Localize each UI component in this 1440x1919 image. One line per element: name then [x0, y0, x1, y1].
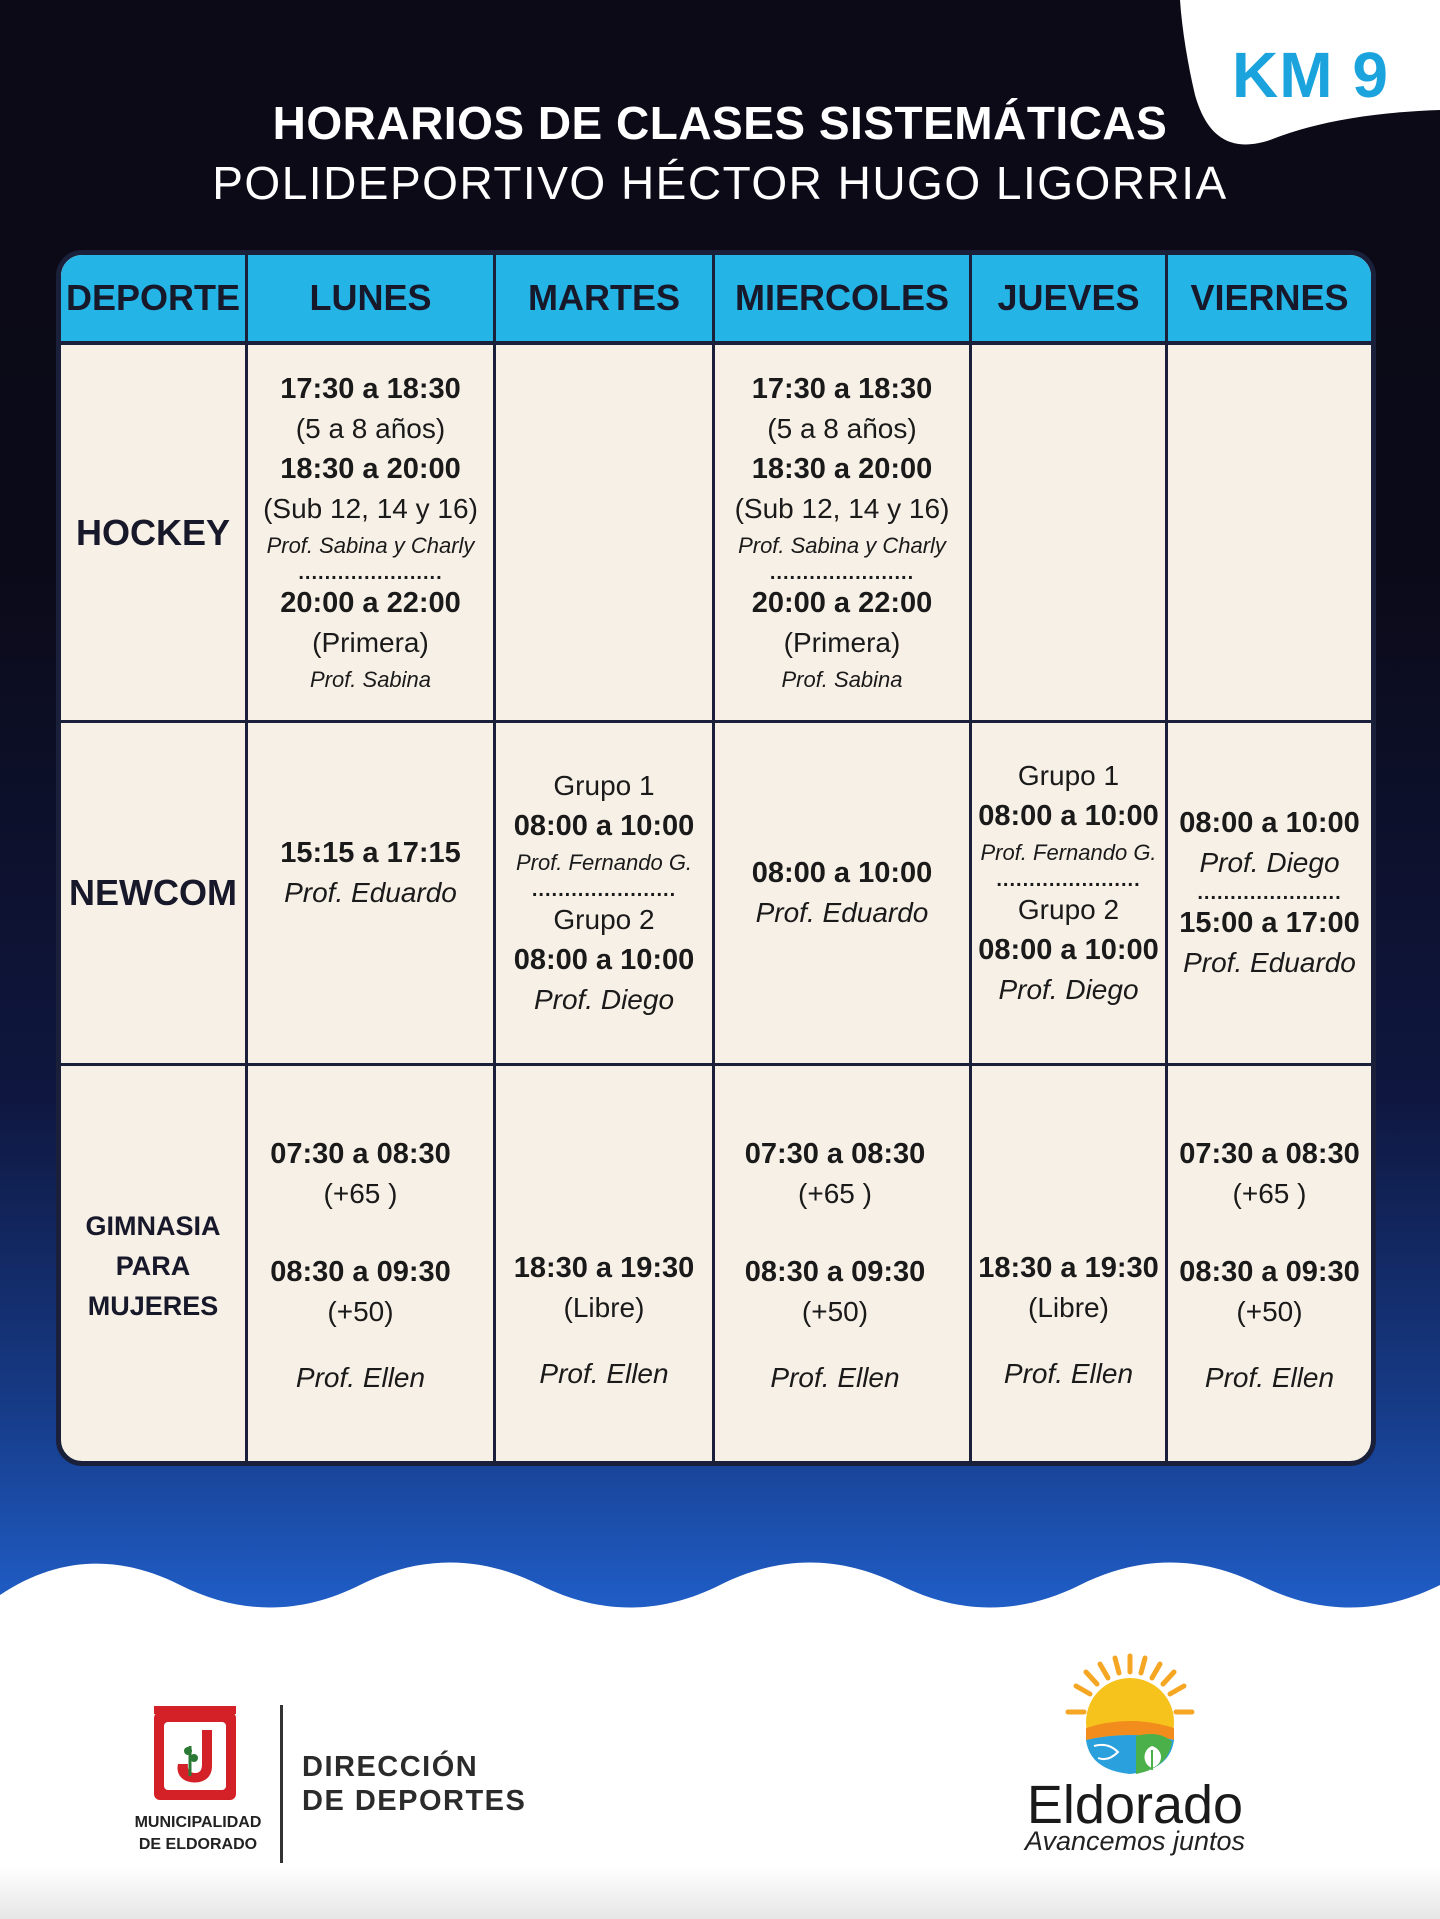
instructor: Prof. Sabina y Charly: [266, 532, 475, 558]
instructor: Prof. Eduardo: [755, 897, 929, 928]
time-slot: 07:30 a 08:30: [744, 1138, 926, 1170]
gimnasia-lunes-cell: [248, 1066, 473, 1466]
sport-cell-newcom: [61, 723, 245, 1063]
instructor: Prof. Eduardo: [284, 877, 457, 908]
age-group: (5 a 8 años): [295, 412, 446, 444]
newcom-miercoles-cell: [715, 723, 969, 1063]
age-group: (+65 ): [798, 1178, 872, 1209]
hockey-miercoles-cell: [715, 345, 969, 720]
age-group: (Sub 12, 14 y 16): [734, 492, 950, 524]
separator: ......................: [769, 561, 915, 584]
instructor: Prof. Ellen: [770, 1362, 900, 1393]
column-header-miercoles: MIERCOLES: [734, 277, 949, 318]
time-slot: 18:30 a 20:00: [280, 452, 461, 485]
sport-name: HOCKEY: [75, 511, 231, 553]
time-slot: 08:00 a 10:00: [1179, 807, 1360, 839]
gimnasia-miercoles-cell: [715, 1066, 955, 1466]
column-header-lunes: LUNES: [309, 277, 432, 318]
column-header-deporte: DEPORTE: [65, 277, 241, 318]
instructor: Prof. Ellen: [1003, 1358, 1134, 1389]
group-label: Grupo 1: [553, 770, 655, 801]
sport-cell-hockey: [61, 345, 245, 720]
column-header-jueves: JUEVES: [997, 277, 1140, 318]
age-group: (Primera): [783, 626, 901, 658]
time-slot: 08:30 a 09:30: [744, 1256, 926, 1288]
time-slot: 18:30 a 19:30: [513, 1252, 695, 1284]
time-slot: 08:00 a 10:00: [513, 810, 695, 842]
time-slot: 08:00 a 10:00: [513, 944, 695, 976]
separator: ......................: [1197, 882, 1342, 904]
time-slot: 07:30 a 08:30: [270, 1138, 451, 1170]
age-group: (Sub 12, 14 y 16): [263, 492, 478, 524]
instructor: Prof. Sabina: [781, 666, 903, 692]
direccion-line: DE DEPORTES: [302, 1785, 527, 1817]
sport-cell-gimnasia: [61, 1066, 245, 1466]
group-label: Grupo 2: [553, 904, 655, 935]
time-slot: 08:30 a 09:30: [1179, 1256, 1360, 1288]
column-header-martes: MARTES: [528, 277, 680, 318]
instructor: Prof. Ellen: [539, 1358, 669, 1389]
page-subtitle: POLIDEPORTIVO HÉCTOR HUGO LIGORRIA: [212, 157, 1228, 209]
age-group: (+50): [327, 1296, 394, 1327]
age-group: (+50): [801, 1296, 869, 1327]
age-group: (+65 ): [323, 1178, 398, 1209]
municipalidad-shield-logo: [150, 1706, 240, 1806]
gimnasia-jueves-cell: [972, 1066, 1165, 1466]
age-group: (Libre): [1028, 1292, 1109, 1323]
time-slot: 08:00 a 10:00: [978, 934, 1159, 966]
page-title: HORARIOS DE CLASES SISTEMÁTICAS: [272, 97, 1168, 149]
age-group: (Primera): [312, 626, 429, 658]
group-label: Grupo 1: [1017, 760, 1120, 791]
eldorado-sun-logo: [1060, 1650, 1200, 1780]
sport-name: MUJERES: [87, 1291, 219, 1321]
time-slot: 18:30 a 19:30: [978, 1252, 1159, 1284]
instructor: Prof. Eduardo: [1183, 947, 1356, 978]
age-group: (+50): [1236, 1296, 1303, 1327]
time-slot: 08:30 a 09:30: [270, 1256, 451, 1288]
brand-name: Eldorado: [1026, 1775, 1244, 1835]
column-header-viernes: VIERNES: [1190, 277, 1349, 318]
instructor: Prof. Fernando G.: [515, 850, 693, 875]
time-slot: 17:30 a 18:30: [751, 372, 933, 405]
km-label: KM 9: [1232, 39, 1389, 111]
footer-divider: [280, 1705, 283, 1863]
instructor: Prof. Sabina: [309, 666, 432, 692]
municipalidad-line: MUNICIPALIDAD: [134, 1814, 262, 1831]
municipalidad-line: DE ELDORADO: [138, 1836, 258, 1853]
schedule-table: [56, 250, 1376, 1466]
time-slot: 18:30 a 20:00: [751, 452, 933, 485]
newcom-viernes-cell: [1168, 723, 1371, 1063]
age-group: (5 a 8 años): [767, 412, 917, 444]
separator: ......................: [298, 561, 443, 584]
newcom-lunes-cell: [248, 723, 493, 1023]
group-label: Grupo 2: [1017, 894, 1120, 925]
instructor: Prof. Diego: [533, 984, 675, 1015]
instructor: Prof. Diego: [998, 974, 1139, 1005]
instructor: Prof. Sabina y Charly: [738, 532, 946, 558]
time-slot: 08:00 a 10:00: [978, 800, 1159, 832]
sport-name: NEWCOM: [69, 872, 237, 913]
time-slot: 17:30 a 18:30: [280, 372, 461, 405]
time-slot: 20:00 a 22:00: [751, 586, 933, 619]
age-group: (+65 ): [1232, 1178, 1307, 1209]
separator: ......................: [996, 869, 1141, 891]
time-slot: 08:00 a 10:00: [751, 857, 933, 889]
instructor: Prof. Fernando G.: [980, 840, 1157, 865]
time-slot: 15:15 a 17:15: [280, 837, 461, 869]
gimnasia-viernes-cell: [1168, 1066, 1371, 1466]
instructor: Prof. Ellen: [1204, 1362, 1335, 1393]
direccion-deportes: [302, 1750, 526, 1818]
separator: ......................: [531, 879, 677, 901]
direccion-line: DIRECCIÓN: [302, 1751, 479, 1783]
instructor: Prof. Ellen: [295, 1362, 426, 1393]
time-slot: 20:00 a 22:00: [280, 586, 461, 619]
brand-slogan: Avancemos juntos: [1024, 1826, 1246, 1856]
instructor: Prof. Diego: [1199, 847, 1340, 878]
time-slot: 15:00 a 17:00: [1179, 907, 1360, 939]
newcom-jueves-cell: [972, 723, 1165, 1043]
newcom-martes-cell: [496, 723, 712, 1063]
age-group: (Libre): [563, 1292, 645, 1323]
sport-name: GIMNASIA: [85, 1211, 221, 1241]
hockey-lunes-cell: [248, 345, 493, 720]
time-slot: 07:30 a 08:30: [1179, 1138, 1360, 1170]
gimnasia-martes-cell: [496, 1066, 712, 1466]
municipalidad-name: [118, 1812, 278, 1856]
sport-name: PARA: [115, 1251, 191, 1281]
